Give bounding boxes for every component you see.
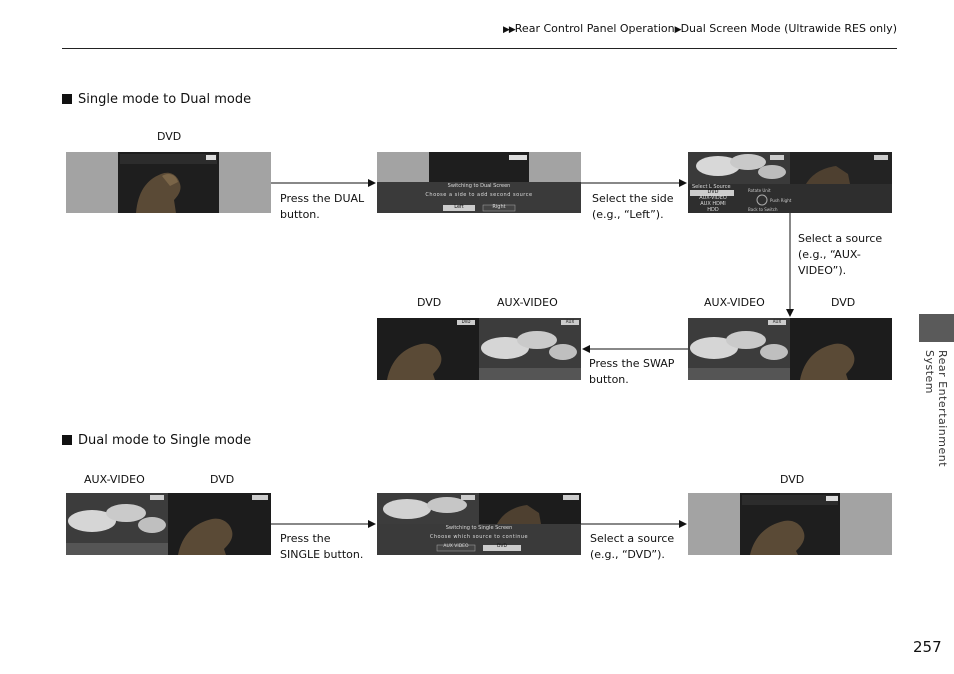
step-select-source-dvd: Select a source (e.g., “DVD”).	[590, 532, 675, 561]
badge-dvd: DVD	[461, 319, 471, 324]
source-item-aux-video[interactable]: AUX-VIDEO	[699, 195, 727, 201]
step-press-single: Press the SINGLE button.	[280, 532, 364, 561]
step-press-swap: Press the SWAP button.	[589, 357, 675, 386]
breadcrumb-arrow-icon: ▶▶	[502, 25, 515, 35]
step-press-dual: Press the DUAL button.	[280, 192, 365, 221]
dialog-message: Choose which source to continue	[429, 534, 529, 540]
caption-dvd: DVD	[210, 473, 235, 486]
page-number: 257	[913, 638, 942, 656]
section-heading-dual-to-single: Dual mode to Single mode	[62, 433, 251, 448]
source-item-aux-hdmi[interactable]: AUX HDMI	[700, 201, 726, 207]
aux-video-button[interactable]: AUX VIDEO	[443, 544, 469, 549]
badge-aux: AUX	[772, 319, 782, 324]
badge-aux: AUX	[565, 319, 575, 324]
push-right-label: Push Right	[770, 198, 792, 203]
chapter-tab-marker	[919, 314, 954, 342]
caption-left-dvd: DVD	[417, 296, 442, 309]
step-select-side: Select the side (e.g., “Left”).	[592, 192, 674, 221]
caption-right-dvd: DVD	[780, 473, 805, 486]
dvd-button[interactable]: DVD	[497, 544, 507, 549]
breadcrumb-item-2: Dual Screen Mode (Ultrawide RES only)	[680, 22, 897, 35]
source-item-hdd[interactable]: HDD	[707, 207, 719, 213]
dialog-title: Switching to Dual Screen	[447, 183, 511, 189]
right-button[interactable]: Right	[492, 204, 506, 210]
breadcrumb-item-1: Rear Control Panel Operation	[514, 22, 675, 35]
step-select-source: Select a source (e.g., “AUX- VIDEO”).	[798, 232, 883, 277]
left-button[interactable]: Left	[454, 204, 464, 210]
source-item-dvd[interactable]: DVD	[707, 189, 719, 195]
caption-right-aux-video: AUX-VIDEO	[704, 296, 765, 309]
caption-aux-video: AUX-VIDEO	[84, 473, 145, 486]
back-to-switch-label: Back to Switch	[748, 207, 778, 212]
dialog-message: Choose a side to add second source	[425, 192, 533, 198]
breadcrumb-arrow-icon: ▶	[674, 25, 681, 35]
dialog-title: Switching to Single Screen	[445, 525, 513, 531]
chapter-tab-label: Rear Entertainment System	[923, 350, 949, 468]
source-menu-title: Select L Source	[692, 184, 731, 190]
caption-right-dvd: DVD	[831, 296, 856, 309]
caption-dvd: DVD	[157, 130, 182, 143]
rotate-unit-label: Rotate Unit	[748, 188, 771, 193]
caption-left-aux-video: AUX-VIDEO	[497, 296, 558, 309]
section-heading-single-to-dual: Single mode to Dual mode	[62, 92, 251, 107]
